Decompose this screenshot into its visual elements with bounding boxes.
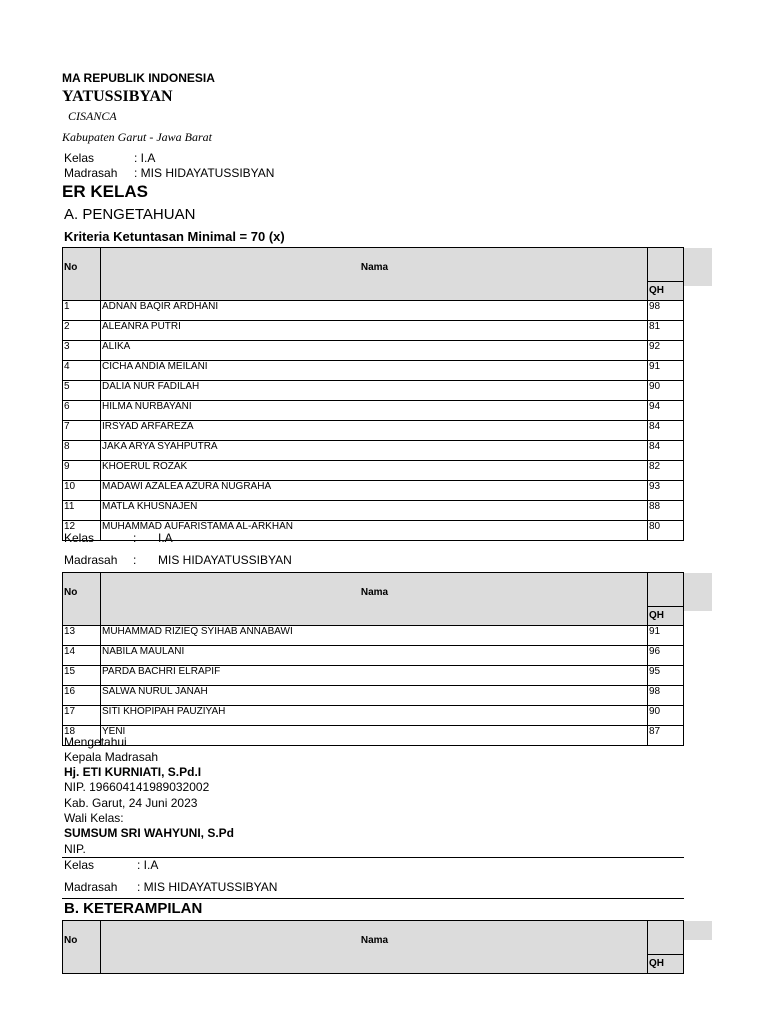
cell-nama: CICHA ANDIA MEILANI — [101, 361, 648, 381]
cell-no: 12 — [63, 521, 101, 541]
section-b-title: B. KETERAMPILAN — [64, 900, 203, 917]
kkm-criteria: Kriteria Ketuntasan Minimal = 70 (x) — [64, 229, 285, 244]
cell-nama: NABILA MAULANI — [101, 646, 648, 666]
madrasah-label: Madrasah — [64, 166, 118, 180]
table-row — [63, 361, 684, 381]
divider — [62, 898, 684, 899]
cell-no: 11 — [63, 501, 101, 521]
cell-qh: 94 — [648, 401, 684, 421]
cell-nama: JAKA ARYA SYAHPUTRA — [101, 441, 648, 461]
table-row — [63, 726, 684, 746]
cell-qh: 98 — [648, 301, 684, 321]
school-name: YATUSSIBYAN — [62, 88, 173, 105]
cell-no: 2 — [63, 321, 101, 341]
mengetahui-label: Mengetahui — [64, 735, 127, 749]
school-district: Kabupaten Garut - Jawa Barat — [62, 130, 212, 144]
grades-table-3-clip — [62, 920, 684, 969]
madrasah-value: : MIS HIDAYATUSSIBYAN — [134, 166, 275, 180]
cell-qh: 82 — [648, 461, 684, 481]
col-header-nama: Nama — [101, 248, 648, 301]
madrasah-colon-2: : — [133, 553, 137, 567]
cell-qh: 93 — [648, 481, 684, 501]
cell-qh: 96 — [648, 646, 684, 666]
col-header-no: No — [63, 248, 101, 301]
table-row — [63, 341, 684, 361]
col-header-qh: QH — [648, 921, 684, 974]
cell-no: 18 — [63, 726, 101, 746]
cell-qh: 95 — [648, 666, 684, 686]
cell-qh: 91 — [648, 626, 684, 646]
section-a-title: A. PENGETAHUAN — [64, 206, 196, 223]
kelas-value-2: I.A — [158, 531, 173, 545]
cell-qh: 90 — [648, 706, 684, 726]
cell-no: 9 — [63, 461, 101, 481]
cell-qh: 92 — [648, 341, 684, 361]
cell-no: 14 — [63, 646, 101, 666]
cell-no: 13 — [63, 626, 101, 646]
cell-nama: ALIKA — [101, 341, 648, 361]
cell-no: 8 — [63, 441, 101, 461]
cell-qh: 98 — [648, 686, 684, 706]
cell-qh: 84 — [648, 421, 684, 441]
cell-no: 3 — [63, 341, 101, 361]
kepala-name: Hj. ETI KURNIATI, S.Pd.I — [64, 765, 202, 779]
col-header-nama: Nama — [101, 921, 648, 974]
madrasah-label-2: Madrasah — [64, 553, 118, 567]
cell-nama: DALIA NUR FADILAH — [101, 381, 648, 401]
table-row — [63, 481, 684, 501]
wali-name: SUMSUM SRI WAHYUNI, S.Pd — [64, 826, 235, 840]
col-header-no: No — [63, 573, 101, 626]
col-header-nama: Nama — [101, 573, 648, 626]
col-header-qh: QH — [648, 248, 684, 301]
table-header-row — [63, 573, 684, 626]
cell-qh: 90 — [648, 381, 684, 401]
cell-nama: SALWA NURUL JANAH — [101, 686, 648, 706]
cell-nama: HILMA NURBAYANI — [101, 401, 648, 421]
kelas-value-3: : I.A — [137, 858, 159, 872]
cell-no: 6 — [63, 401, 101, 421]
cell-nama: YENI — [101, 726, 648, 746]
cell-nama: SITI KHOPIPAH PAUZIYAH — [101, 706, 648, 726]
cell-no: 10 — [63, 481, 101, 501]
header-shade-2 — [684, 573, 712, 611]
cell-qh: 91 — [648, 361, 684, 381]
cell-no: 4 — [63, 361, 101, 381]
kelas-label-3: Kelas — [64, 858, 95, 872]
school-header-line1: MA REPUBLIK INDONESIA — [62, 71, 215, 85]
table-row — [63, 401, 684, 421]
kelas-label-2: Kelas — [64, 531, 95, 545]
table-row — [63, 421, 684, 441]
cell-nama: ALEANRA PUTRI — [101, 321, 648, 341]
grades-table-3 — [62, 920, 684, 974]
cell-nama: ADNAN BAQIR ARDHANI — [101, 301, 648, 321]
table-row — [63, 301, 684, 321]
table-row — [63, 706, 684, 726]
cell-no: 16 — [63, 686, 101, 706]
cell-no: 17 — [63, 706, 101, 726]
kepala-label: Kepala Madrasah — [64, 750, 159, 764]
table-row — [63, 321, 684, 341]
col-header-qh: QH — [648, 573, 684, 626]
madrasah-value-3: : MIS HIDAYATUSSIBYAN — [137, 880, 278, 894]
kelas-value: : I.A — [134, 151, 156, 165]
table-header-row — [63, 921, 684, 974]
cell-nama: PARDA BACHRI ELRAPIF — [101, 666, 648, 686]
wali-label: Wali Kelas: — [64, 811, 124, 825]
grades-table-2 — [62, 572, 684, 746]
cell-qh: 80 — [648, 521, 684, 541]
table-row — [63, 686, 684, 706]
header-shade — [684, 248, 712, 286]
kelas-label: Kelas — [64, 151, 95, 165]
table-row — [63, 501, 684, 521]
kelas-colon-2: : — [133, 531, 137, 545]
cell-qh: 81 — [648, 321, 684, 341]
madrasah-label-3: Madrasah — [64, 880, 118, 894]
cell-nama: MUHAMMAD RIZIEQ SYIHAB ANNABAWI — [101, 626, 648, 646]
wali-nip: NIP. — [64, 842, 86, 856]
cell-no: 1 — [63, 301, 101, 321]
cell-no: 15 — [63, 666, 101, 686]
madrasah-value-2: MIS HIDAYATUSSIBYAN — [158, 553, 292, 567]
cell-nama: KHOERUL ROZAK — [101, 461, 648, 481]
col-header-no: No — [63, 921, 101, 974]
cell-nama: MUHAMMAD AUFARISTAMA AL-ARKHAN — [101, 521, 648, 541]
header-shade-3 — [684, 921, 712, 940]
table-row — [63, 381, 684, 401]
cell-qh: 88 — [648, 501, 684, 521]
school-village: CISANCA — [68, 109, 117, 123]
kepala-nip: NIP. 196604141989032002 — [64, 780, 210, 794]
cell-qh: 87 — [648, 726, 684, 746]
table-row — [63, 521, 684, 541]
table-row — [63, 461, 684, 481]
table-header-row — [63, 248, 684, 301]
cell-no: 7 — [63, 421, 101, 441]
grades-table-1 — [62, 247, 684, 541]
cell-no: 5 — [63, 381, 101, 401]
place-date: Kab. Garut, 24 Juni 2023 — [64, 796, 198, 810]
table-row — [63, 646, 684, 666]
cell-nama: MATLA KHUSNAJEN — [101, 501, 648, 521]
cell-nama: MADAWI AZALEA AZURA NUGRAHA — [101, 481, 648, 501]
table-row — [63, 666, 684, 686]
cell-nama: IRSYAD ARFAREZA — [101, 421, 648, 441]
cell-qh: 84 — [648, 441, 684, 461]
table-row — [63, 441, 684, 461]
table-row — [63, 626, 684, 646]
page-title: ER KELAS — [62, 182, 148, 201]
